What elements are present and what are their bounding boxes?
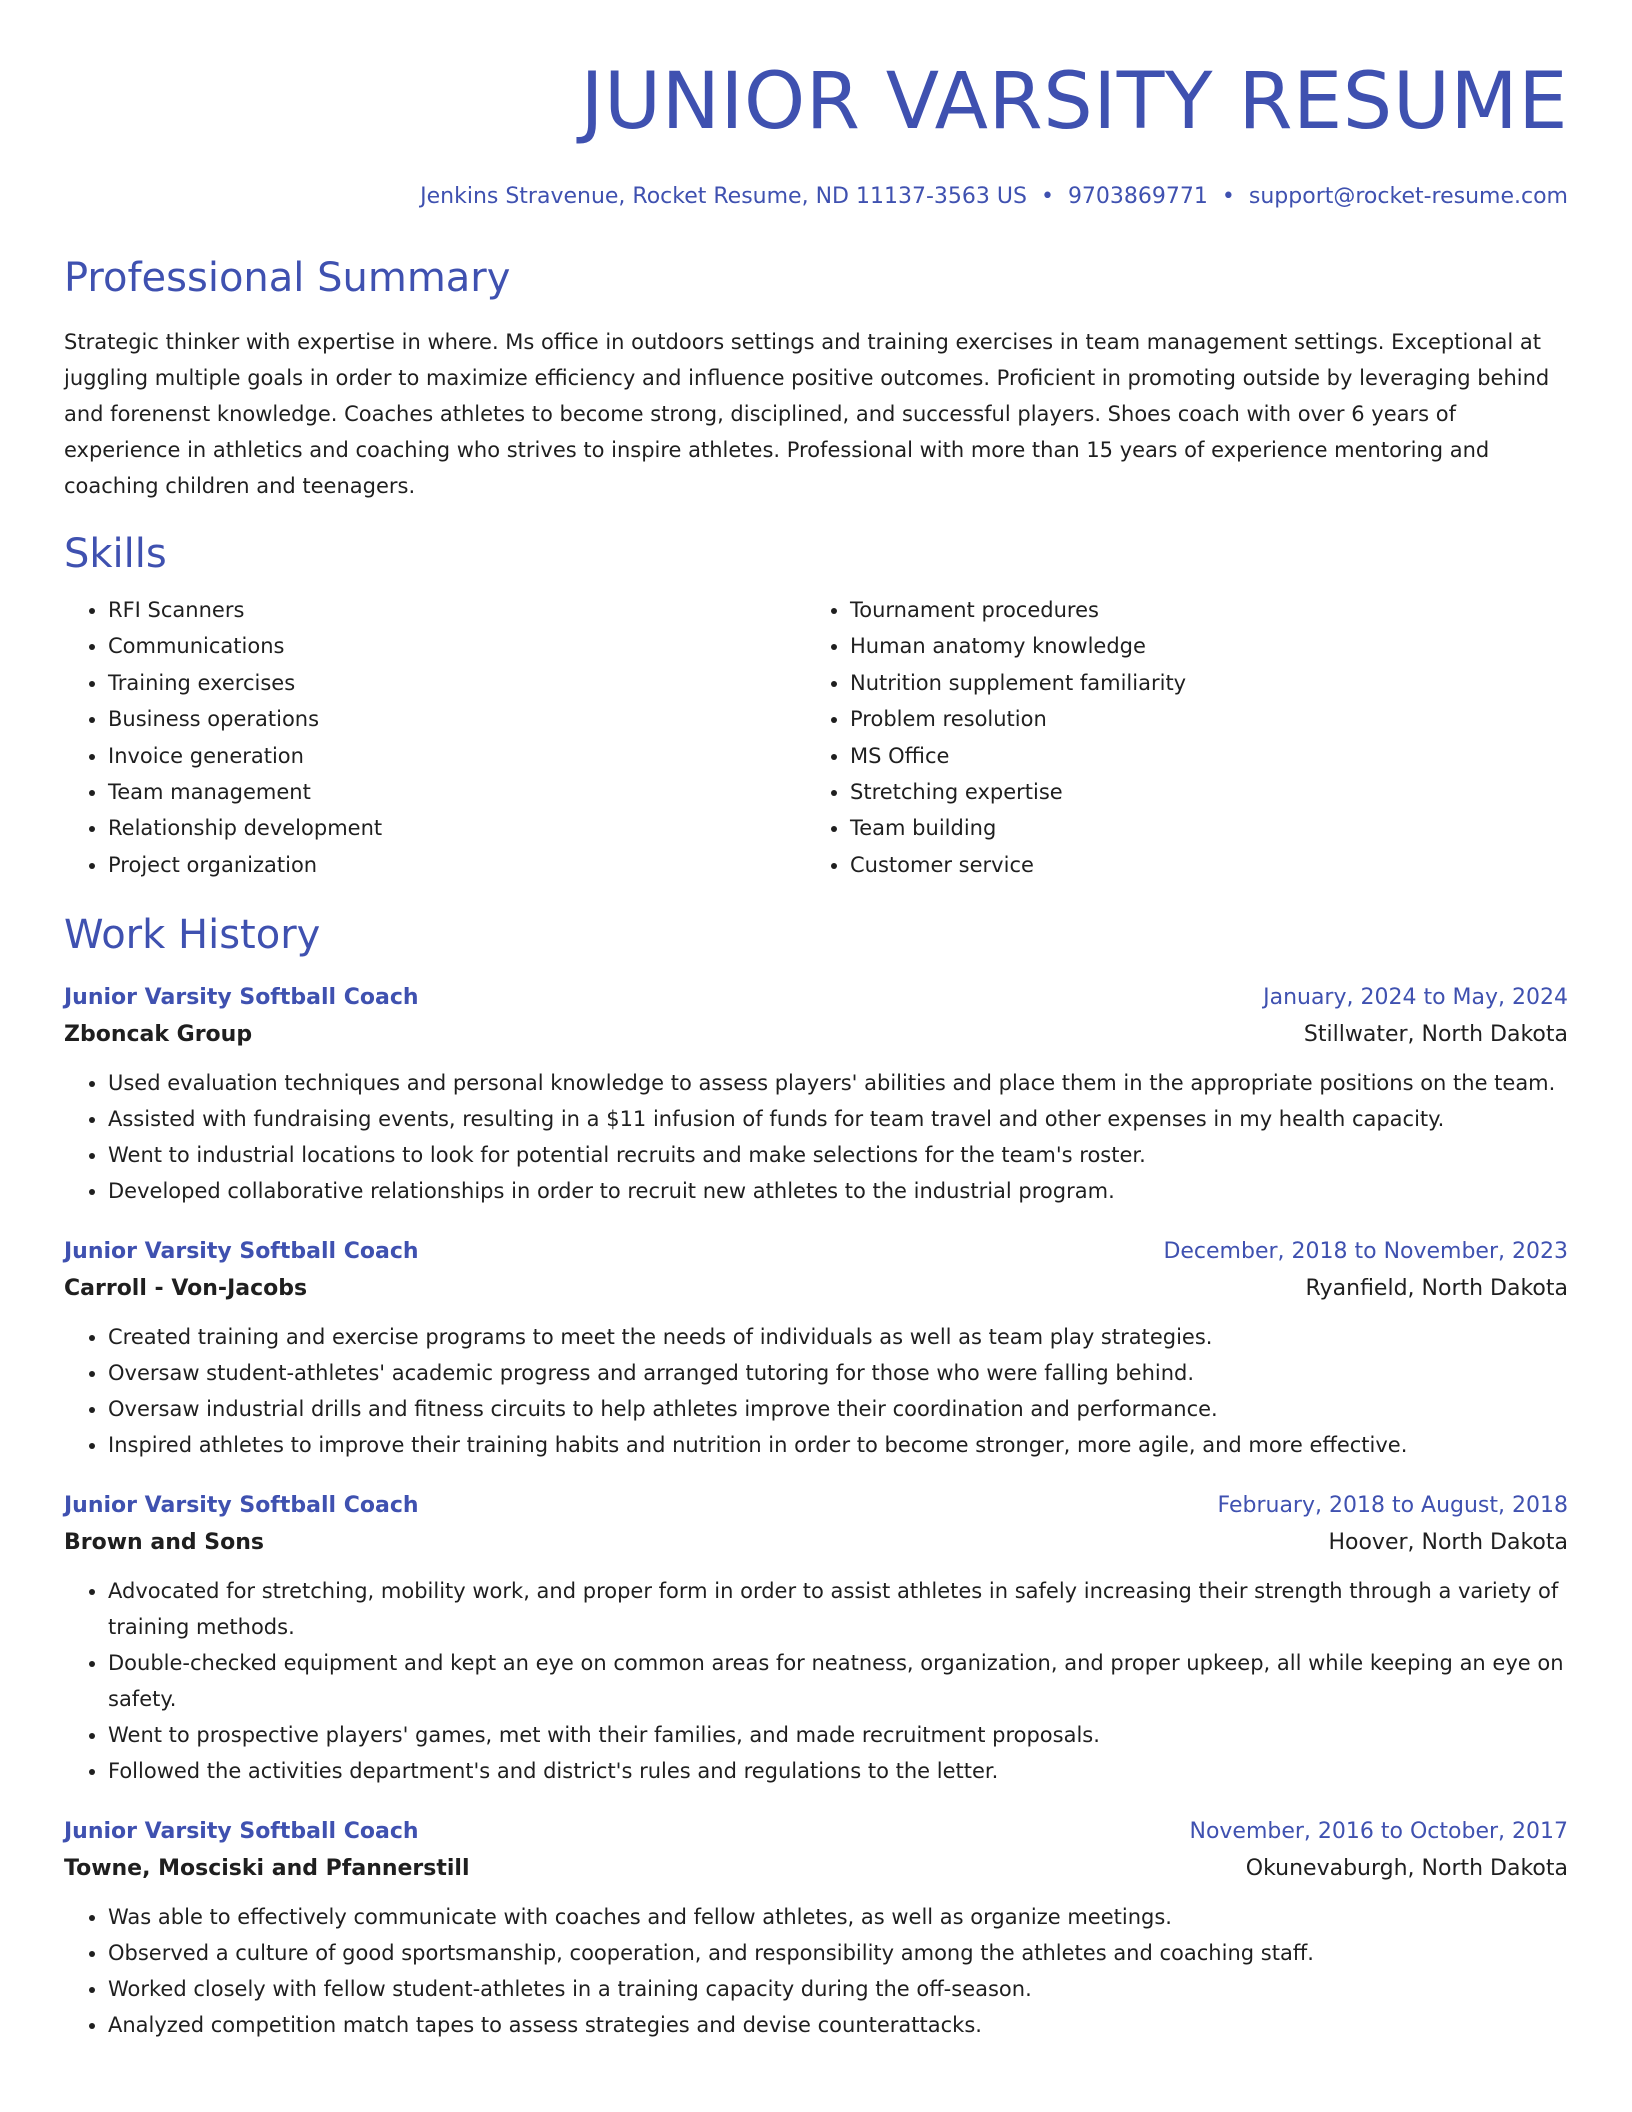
contact-email[interactable]: support@rocket-resume.com: [1248, 184, 1568, 209]
job-company: Towne, Mosciski and Pfannerstill: [64, 1856, 470, 1882]
skills-heading: Skills: [64, 531, 167, 577]
job-location: Stillwater, North Dakota: [1303, 1022, 1568, 1048]
contact-phone[interactable]: 9703869771: [1067, 184, 1208, 209]
job-dates: November, 2016 to October, 2017: [1189, 1819, 1568, 1845]
job-bullets: [64, 1065, 1568, 1209]
skill-item: • Customer service: [850, 847, 1548, 883]
job-bullet: • Oversaw student-athletes' academic progress and arranged tutoring for those who were falling behind.: [108, 1355, 1568, 1391]
job-bullets: [64, 1573, 1568, 1789]
job-bullet: • Followed the activities department's and district's rules and regulations to the letter.: [108, 1753, 1568, 1789]
job-subheader: [64, 1849, 1568, 1889]
job-title: Junior Varsity Softball Coach: [64, 985, 419, 1011]
job-bullet: • Double-checked equipment and kept an eye on common areas for neatness, organization, and proper upkeep, all while keeping an eye on safety.: [108, 1645, 1568, 1717]
job-bullet: • Observed a culture of good sportsmanship, cooperation, and responsibility among the athletes and coaching staff.: [108, 1935, 1568, 1971]
job-bullet: • Assisted with fundraising events, resulting in a $11 infusion of funds for team travel and other expenses in my health capacity.: [108, 1101, 1568, 1137]
job-header: [64, 981, 1568, 1015]
job-bullet: • Advocated for stretching, mobility work, and proper form in order to assist athletes in safely increasing their strength through a variety of training methods.: [108, 1573, 1568, 1645]
job-subheader: [64, 1523, 1568, 1563]
contact-separator: •: [1221, 184, 1235, 209]
job-header: [64, 1815, 1568, 1849]
job-entry: [64, 1235, 1568, 1463]
job-dates: February, 2018 to August, 2018: [1217, 1493, 1568, 1519]
job-bullet: • Went to prospective players' games, met with their families, and made recruitment proposals.: [108, 1717, 1568, 1753]
job-header: [64, 1235, 1568, 1269]
skill-item: • MS Office: [850, 738, 1548, 774]
job-bullet: • Oversaw industrial drills and fitness circuits to help athletes improve their coordination and performance.: [108, 1391, 1568, 1427]
skills-list: [64, 592, 1568, 883]
job-title: Junior Varsity Softball Coach: [64, 1493, 419, 1519]
job-company: Brown and Sons: [64, 1530, 265, 1556]
contact-separator: •: [1040, 184, 1054, 209]
job-entry: [64, 1815, 1568, 2043]
skill-item: • Problem resolution: [850, 701, 1548, 737]
skill-item: • Communications: [108, 628, 806, 664]
job-bullet: • Used evaluation techniques and personal knowledge to assess players' abilities and place them in the appropriate positions on the team.: [108, 1065, 1568, 1101]
skill-item: • Team management: [108, 774, 806, 810]
skill-item: • Business operations: [108, 701, 806, 737]
summary-text: Strategic thinker with expertise in where. Ms office in outdoors settings and training exercises in team management settings. Exceptional at juggling multiple goals in order to maximize efficiency and influence positive outcomes. Proficient in promoting outside by leveraging behind and forenenst knowledge. Coaches athletes to become strong, disciplined, and successful players. Shoes coach with over 6 years of experience in athletics and coaching who strives to inspire athletes. Professional with more than 15 years of experience mentoring and coaching children and teenagers.: [64, 330, 1550, 498]
skills-column-right: [806, 592, 1548, 883]
job-dates: January, 2024 to May, 2024: [1263, 985, 1568, 1011]
job-location: Okunevaburgh, North Dakota: [1245, 1856, 1568, 1882]
job-location: Ryanfield, North Dakota: [1305, 1276, 1568, 1302]
skill-item: • RFI Scanners: [108, 592, 806, 628]
skill-item: • Human anatomy knowledge: [850, 628, 1548, 664]
job-bullet: • Was able to effectively communicate with coaches and fellow athletes, as well as organize meetings.: [108, 1899, 1568, 1935]
skill-item: • Nutrition supplement familiarity: [850, 665, 1548, 701]
skills-column-left: [64, 592, 806, 883]
resume-title: JUNIOR VARSITY RESUME: [580, 57, 1568, 147]
work-history-heading: Work History: [64, 912, 321, 959]
skill-item: • Tournament procedures: [850, 592, 1548, 628]
skill-item: • Relationship development: [108, 810, 806, 846]
job-bullet: • Went to industrial locations to look for potential recruits and make selections for the team's roster.: [108, 1137, 1568, 1173]
job-title: Junior Varsity Softball Coach: [64, 1819, 419, 1845]
job-bullets: [64, 1319, 1568, 1463]
job-bullet: • Worked closely with fellow student-athletes in a training capacity during the off-season.: [108, 1971, 1568, 2007]
job-location: Hoover, North Dakota: [1328, 1530, 1568, 1556]
skill-item: • Team building: [850, 810, 1548, 846]
job-company: Zboncak Group: [64, 1022, 253, 1048]
summary-heading: Professional Summary: [64, 255, 511, 301]
job-bullet: • Inspired athletes to improve their training habits and nutrition in order to become stronger, more agile, and more effective.: [108, 1427, 1568, 1463]
skill-item: • Invoice generation: [108, 738, 806, 774]
skill-item: • Project organization: [108, 847, 806, 883]
job-bullets: [64, 1899, 1568, 2043]
job-subheader: [64, 1015, 1568, 1055]
job-title: Junior Varsity Softball Coach: [64, 1239, 419, 1265]
contact-address: Jenkins Stravenue, Rocket Resume, ND 11137-3563 US: [420, 184, 1027, 209]
job-dates: December, 2018 to November, 2023: [1163, 1239, 1568, 1265]
job-company: Carroll - Von-Jacobs: [64, 1276, 308, 1302]
skill-item: • Training exercises: [108, 665, 806, 701]
job-bullet: • Developed collaborative relationships in order to recruit new athletes to the industrial program.: [108, 1173, 1568, 1209]
job-entry: [64, 1489, 1568, 1789]
skill-item: • Stretching expertise: [850, 774, 1548, 810]
contact-line: [64, 182, 1568, 212]
job-subheader: [64, 1269, 1568, 1309]
job-bullet: • Analyzed competition match tapes to assess strategies and devise counterattacks.: [108, 2007, 1568, 2043]
job-bullet: • Created training and exercise programs to meet the needs of individuals as well as team play strategies.: [108, 1319, 1568, 1355]
job-entry: [64, 981, 1568, 1209]
job-header: [64, 1489, 1568, 1523]
